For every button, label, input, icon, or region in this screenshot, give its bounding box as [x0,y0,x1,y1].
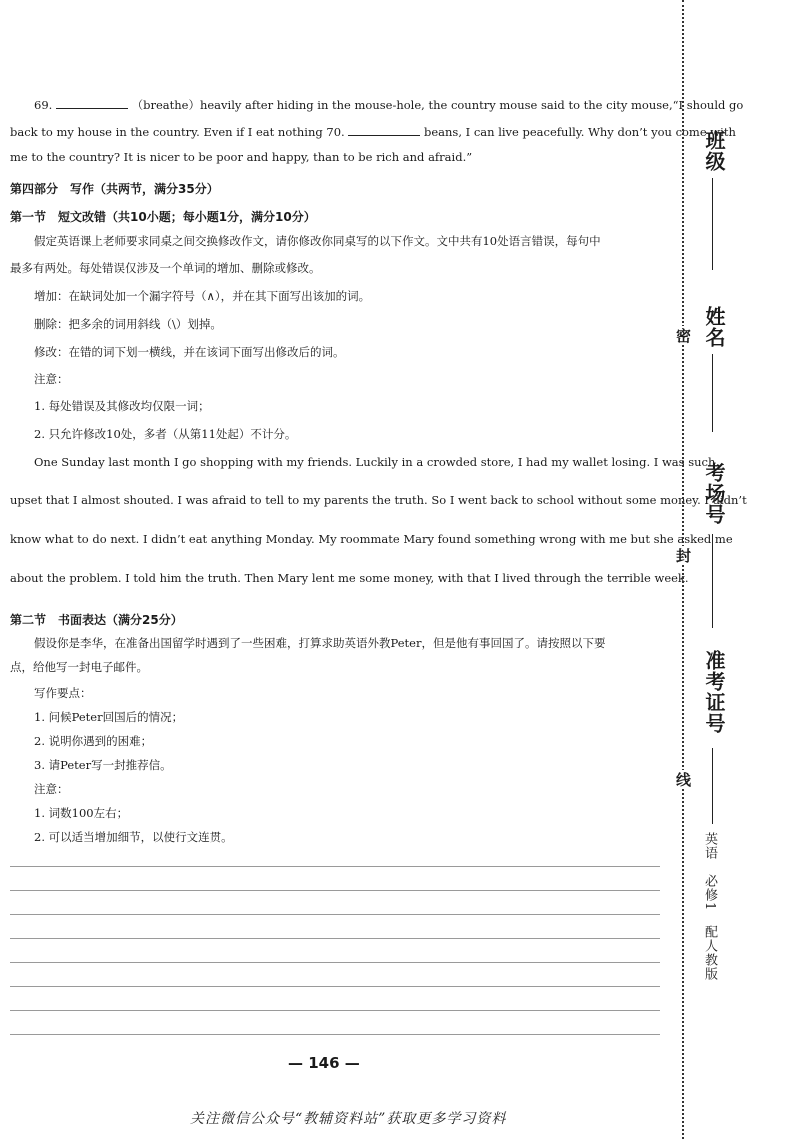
page-number: — 146 — [288,1054,360,1072]
exam-room-label: 考场号 [702,462,726,525]
class-label: 班级 [702,130,726,172]
section2-prompt-1: 假设你是李华，在准备出国留学时遇到了一些困难，打算求助英语外教Peter，但是他有事回国了。请按照以下要 [34,636,606,650]
name-label: 姓名 [702,306,726,348]
exam-room-field-line[interactable] [712,534,713,628]
essay-line[interactable]: about the problem. I told him the truth. Then Mary lent me some money, with that I lived through the terrible week. [10,571,689,585]
binding-dotted-line [682,0,684,1139]
section1-note-1: 1. 每处错误及其修改均仅限一词； [34,399,210,413]
section2-note-2: 2. 可以适当增加细节，以使行文连贯。 [34,830,233,844]
section1-instruction-1: 假定英语课上老师要求同桌之间交换修改作文，请你修改你同桌写的以下作文。文中共有10处语言错误，每句中 [34,234,601,248]
class-field-line[interactable] [712,178,713,270]
essay-line[interactable]: upset that I almost shouted. I was afraid to tell to my parents the truth. So I went back to school without some money. I didn’t [10,493,747,507]
question-70-text-b: beans, I can live peacefully. Why don’t you come with [424,125,736,139]
passage-line: me to the country? It is nicer to be poor and happy, than to be rich and afraid.” [10,150,473,164]
question-69-text: （breathe）heavily after hiding in the mouse-hole, the country mouse said to the city mouse,“I should go [131,98,744,112]
question-69-line [34,98,743,112]
seal-mark: 密 [674,328,692,343]
essay-line[interactable]: One Sunday last month I go shopping with my friends. Luckily in a crowded store, I had my wallet losing. I was such [34,455,716,469]
answer-writing-line[interactable] [10,986,660,987]
answer-writing-line[interactable] [10,890,660,891]
essay-line[interactable]: know what to do next. I didn’t eat anything Monday. My roommate Mary found something wrong with me but she asked me [10,532,733,546]
answer-writing-line[interactable] [10,938,660,939]
section2-note-label: 注意： [34,782,69,796]
answer-writing-line[interactable] [10,1010,660,1011]
section2-note-1: 1. 词数100左右； [34,806,129,820]
writing-point-1: 1. 问候Peter回国后的情况； [34,710,184,724]
name-field-line[interactable] [712,354,713,432]
seal-mark: 封 [674,548,692,563]
section2-prompt-2: 点，给他写一封电子邮件。 [10,660,148,674]
answer-writing-line[interactable] [10,914,660,915]
question-70-line [10,125,736,139]
section1-instruction-2: 最多有两处。每处错误仅涉及一个单词的增加、删除或修改。 [10,261,321,275]
rule-modify: 修改：在错的词下划一横线，并在该词下面写出修改后的词。 [34,345,345,359]
answer-blank-70[interactable] [348,125,420,136]
admission-number-field-line[interactable] [712,748,713,824]
writing-point-3: 3. 请Peter写一封推荐信。 [34,758,172,772]
answer-writing-line[interactable] [10,962,660,963]
answer-blank-69[interactable] [56,98,128,109]
answer-writing-line[interactable] [10,866,660,867]
section1-note-2: 2. 只允许修改10处，多者（从第11处起）不计分。 [34,427,297,441]
answer-writing-line[interactable] [10,1034,660,1035]
question-70-text-a: back to my house in the country. Even if I eat nothing 70. [10,125,345,139]
rule-delete: 删除：把多余的词用斜线（\）划掉。 [34,317,222,331]
writing-points-label: 写作要点： [34,686,92,700]
writing-point-2: 2. 说明你遇到的困难； [34,734,153,748]
footer-note: 关注微信公众号“教辅资料站”获取更多学习资料 [190,1111,507,1127]
book-info: 英语 必修1 配人教版 [702,832,717,982]
section1-title: 第一节 短文改错（共10小题；每小题1分，满分10分） [10,210,316,224]
question-69-number: 69. [34,98,53,112]
rule-add: 增加：在缺词处加一个漏字符号（∧），并在其下面写出该加的词。 [34,289,371,303]
section2-title: 第二节 书面表达（满分25分） [10,613,183,627]
admission-number-label: 准考证号 [702,650,726,734]
part4-title: 第四部分 写作（共两节，满分35分） [10,182,219,196]
section1-note-label: 注意： [34,372,69,386]
seal-mark: 线 [674,772,692,787]
